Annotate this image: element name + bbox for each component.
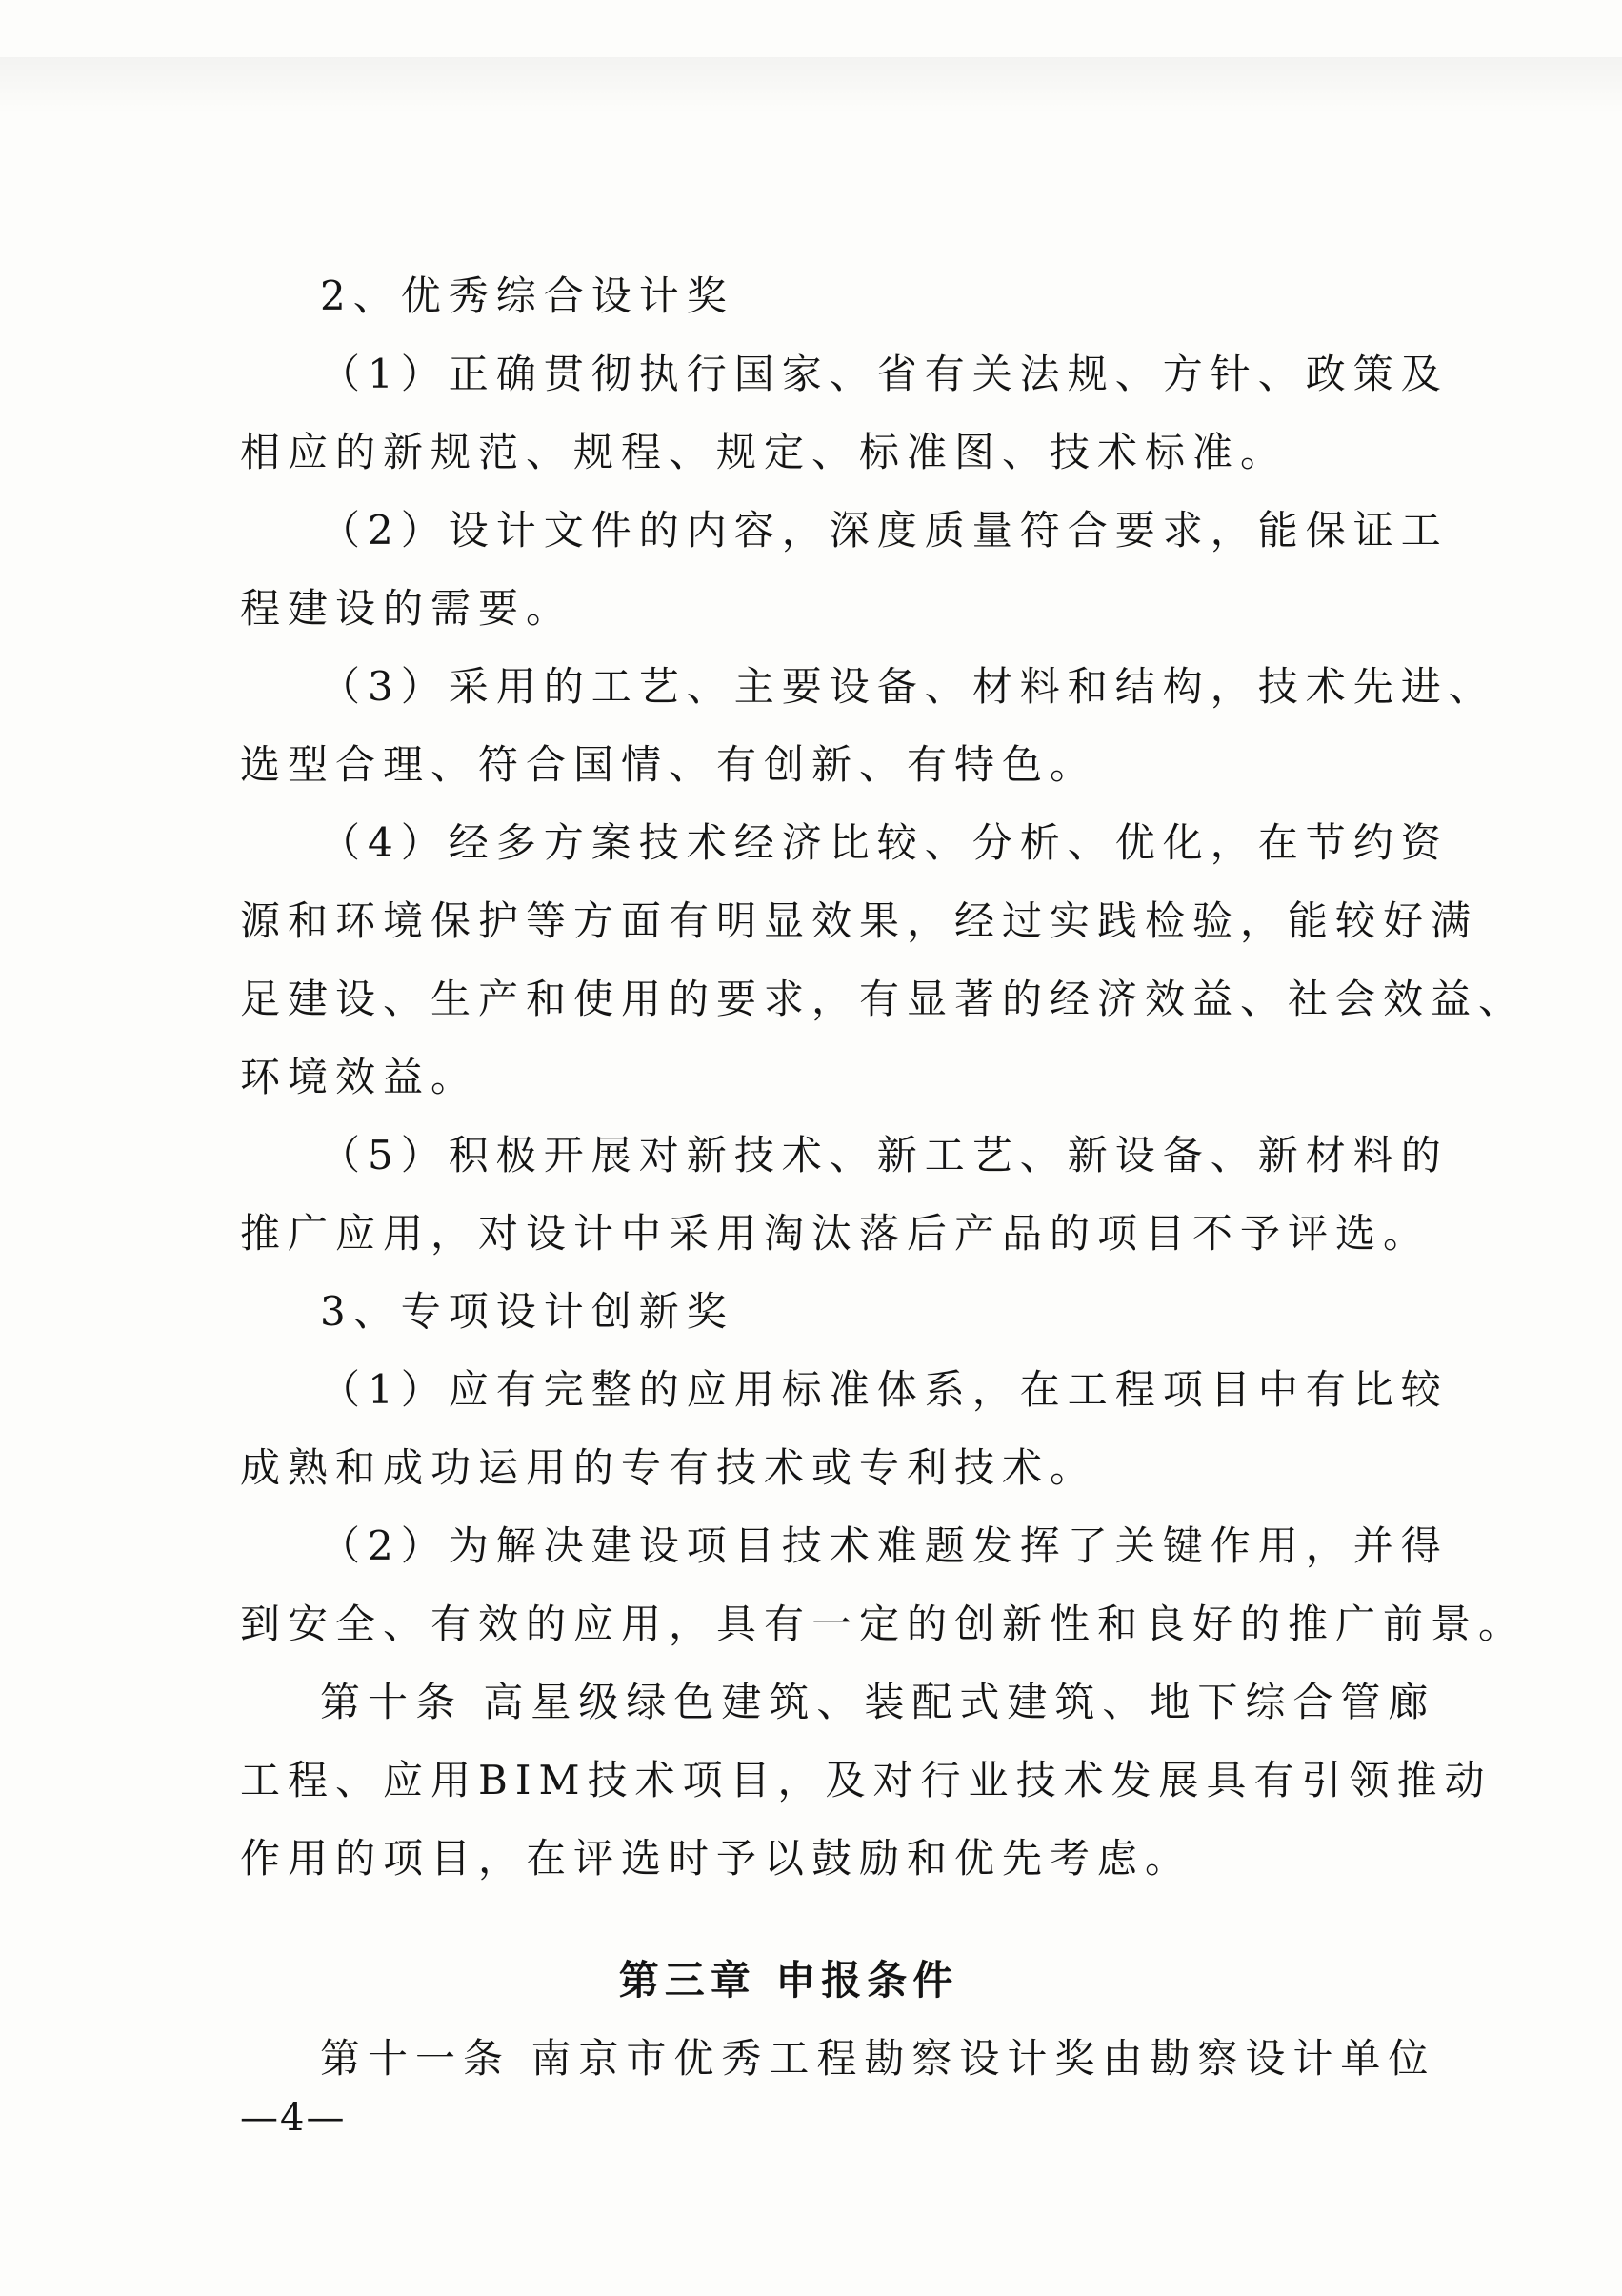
paragraph-line: 选型合理、符合国情、有创新、有特色。: [240, 741, 1098, 788]
paragraph-line: 推广应用，对设计中采用淘汰落后产品的项目不予评选。: [240, 1210, 1432, 1257]
page-number: —4—: [240, 2096, 347, 2140]
article-line: 作用的项目，在评选时予以鼓励和优先考虑。: [240, 1835, 1193, 1882]
paragraph-line: 2、优秀综合设计奖: [320, 272, 734, 319]
article-line: 工程、应用BIM技术项目，及对行业技术发展具有引领推动: [240, 1757, 1492, 1803]
paragraph-line: 到安全、有效的应用，具有一定的创新性和良好的推广前景。: [240, 1601, 1527, 1647]
paragraph-line: 环境效益。: [240, 1054, 479, 1100]
paragraph-line: 成熟和成功运用的专有技术或专利技术。: [240, 1444, 1098, 1491]
chapter-title: 第三章 申报条件: [618, 1957, 959, 2004]
section-heading: 3、专项设计创新奖: [320, 1288, 734, 1335]
paragraph-line: （2）设计文件的内容，深度质量符合要求，能保证工: [320, 507, 1449, 554]
paragraph-line: （5）积极开展对新技术、新工艺、新设备、新材料的: [320, 1132, 1449, 1178]
paragraph-line: 足建设、生产和使用的要求，有显著的经济效益、社会效益、: [240, 976, 1527, 1022]
paragraph-line: （1）正确贯彻执行国家、省有关法规、方针、政策及: [320, 351, 1449, 397]
paragraph-line: 相应的新规范、规程、规定、标准图、技术标准。: [240, 429, 1289, 475]
scan-shadow: [0, 57, 1622, 114]
article-line: 第十一条 南京市优秀工程勘察设计奖由勘察设计单位: [320, 2035, 1436, 2082]
paragraph-line: 程建设的需要。: [240, 585, 574, 632]
article-line: 第十条 高星级绿色建筑、装配式建筑、地下综合管廊: [320, 1679, 1436, 1725]
paragraph-line: （1）应有完整的应用标准体系，在工程项目中有比较: [320, 1366, 1449, 1413]
paragraph-line: （3）采用的工艺、主要设备、材料和结构，技术先进、: [320, 663, 1496, 710]
paragraph-line: 源和环境保护等方面有明显效果，经过实践检验，能较好满: [240, 897, 1479, 944]
paragraph-line: （2）为解决建设项目技术难题发挥了关键作用，并得: [320, 1522, 1449, 1569]
document-body: [240, 257, 1527, 2098]
paragraph-line: （4）经多方案技术经济比较、分析、优化，在节约资: [320, 819, 1449, 866]
